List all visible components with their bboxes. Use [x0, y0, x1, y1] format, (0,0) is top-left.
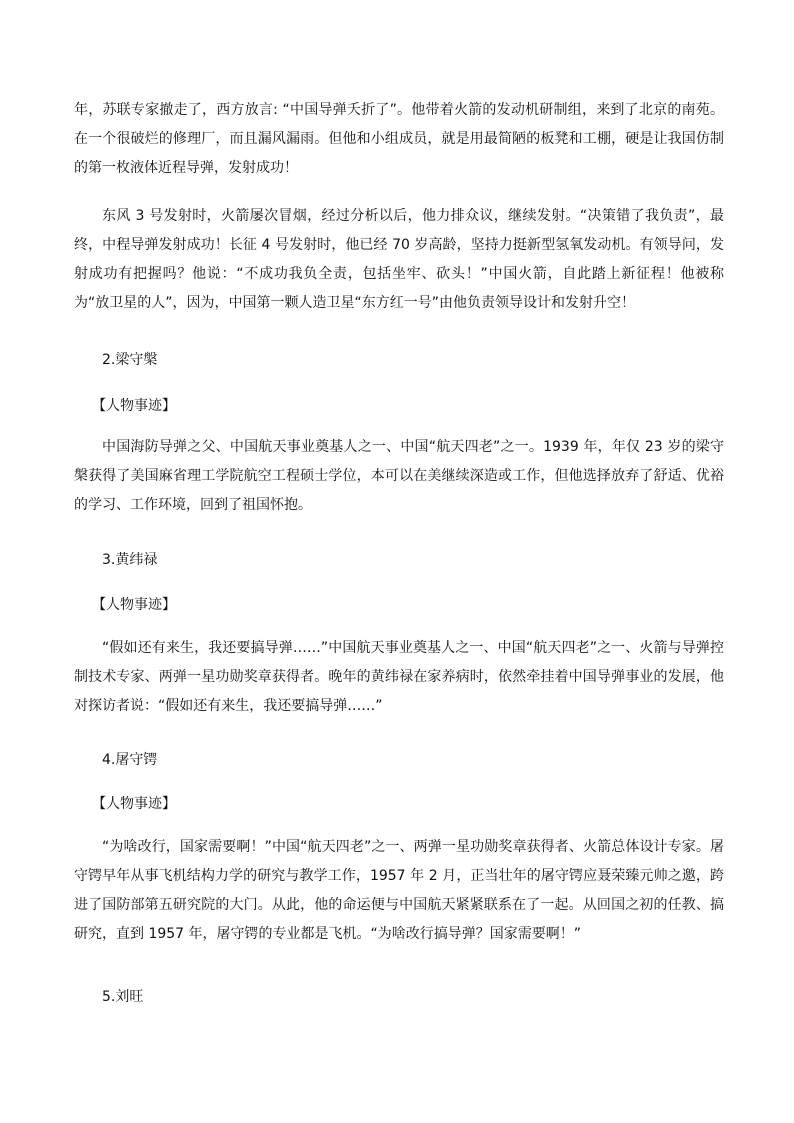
- paragraph-soviet-withdrawal: 年，苏联专家撤走了，西方放言: “中国导弹夭折了”。他带着火箭的发动机研制组，来到了北京的南苑。在一个很破烂的修理厂，而且漏风漏雨。但他和小组成员，就是用最简陋的板凳和工棚，硬是让我国仿制的第一枚液体近程导弹，发射成功！: [74, 102, 724, 176]
- deeds-label: 【人物事迹】: [92, 597, 176, 613]
- paragraph-huang-weilu: “假如还有来生，我还要搞导弹……”中国航天事业奠基人之一、中国“航天四老”之一、火箭与导弹控制技术专家、两弹一星功勋奖章获得者。晚年的黄纬禄在家养病时，依然牵挂着中国导弹事业的发展，他对探访者说：“假如还有来生，我还要搞导弹……”: [74, 640, 724, 714]
- section-heading-tu-shoue: 4.屠守锷: [102, 752, 158, 768]
- section-heading-liu-wang: 5.刘旺: [102, 989, 144, 1005]
- section-heading-huang-weilu: 3.黄纬禄: [102, 552, 158, 568]
- paragraph-liang-shoupan: 中国海防导弹之父、中国航天事业奠基人之一、中国“航天四老”之一。1939 年，年仅 23 岁的梁守槃获得了美国麻省理工学院航空工程硕士学位，本可以在美继续深造或工作，但他选择放弃了舒适、优裕的学习、工作环境，回到了祖国怀抱。: [74, 439, 724, 513]
- section-heading-liang-shoupan: 2.梁守槃: [102, 352, 158, 368]
- paragraph-dongfeng-changzheng: 东风 3 号发射时，火箭屡次冒烟，经过分析以后，他力排众议，继续发射。“决策错了我负责”，最终，中程导弹发射成功！长征 4 号发射时，他已经 70 岁高龄，坚持力挺新型氢氧发动机。有领导问，发射成功有把握吗？他说：“不成功我负全责，包括坐牢、砍头！”中国火箭，自此踏上新征程！他被称为“放卫星的人”，因为，中国第一颗人造卫星“东方红一号”由他负责领导设计和发射升空！: [74, 208, 724, 311]
- paragraph-tu-shoue: “为啥改行，国家需要啊！”中国“航天四老”之一、两弹一星功勋奖章获得者、火箭总体设计专家。屠守锷早年从事飞机结构力学的研究与教学工作，1957 年 2 月，正当壮年的屠守锷应聂荣臻元帅之邀，跨进了国防部第五研究院的大门。从此，他的命运便与中国航天紧紧联系在了一起。从回国之初的任教、搞研究，直到 1957 年，屠守锷的专业都是飞机。“为啥改行搞导弹？国家需要啊！”: [74, 839, 724, 942]
- deeds-label: 【人物事迹】: [92, 796, 176, 812]
- deeds-label: 【人物事迹】: [92, 398, 176, 414]
